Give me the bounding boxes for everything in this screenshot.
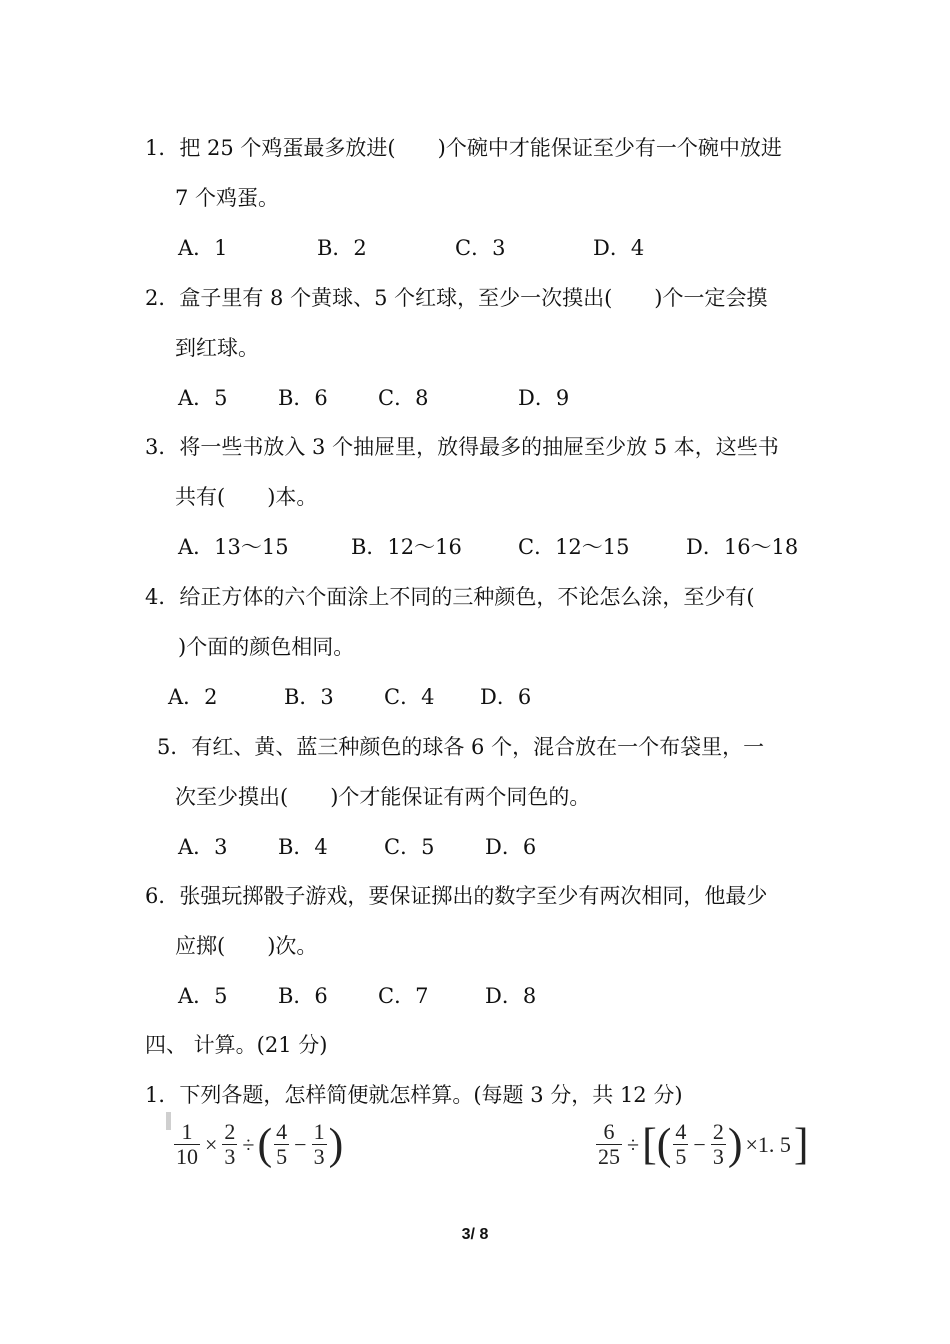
left-paren: ( — [656, 1119, 672, 1169]
fraction: $\frac{1}{3}$ — [313, 1119, 325, 1169]
question-2-option-d: D．9 — [518, 386, 570, 410]
question-5-option-a: A．3 — [178, 835, 228, 859]
fraction: $\frac{4}{5}$ — [675, 1119, 687, 1169]
question-1-option-d: D．4 — [593, 236, 645, 260]
question-6-option-a: A．5 — [178, 984, 228, 1008]
question-2-line-1: 2．盒子里有 8 个黄球、5 个红球，至少一次摸出( )个一定会摸 — [145, 286, 768, 310]
question-5-line-1: 5．有红、黄、蓝三种颜色的球各 6 个，混合放在一个布袋里，一 — [157, 735, 765, 759]
fraction: $\frac{1}{10}$ — [176, 1119, 198, 1169]
question-4-line-1: 4．给正方体的六个面涂上不同的三种颜色，不论怎么涂，至少有( — [145, 585, 755, 609]
question-1-line-1: 1．把 25 个鸡蛋最多放进( )个碗中才能保证至少有一个碗中放进 — [145, 136, 782, 160]
question-3-option-c: C．12～15 — [518, 535, 630, 559]
question-5-option-b: B．4 — [278, 835, 328, 859]
question-1-option-b: B．2 — [317, 236, 367, 260]
operator: − — [693, 1131, 706, 1157]
right-paren: ) — [727, 1119, 743, 1169]
expression-1 — [166, 1120, 343, 1169]
fraction: $\frac{6}{25}$ — [598, 1119, 620, 1169]
operator: ÷ — [242, 1131, 255, 1157]
question-6-option-b: B．6 — [278, 984, 328, 1008]
question-6-line-1: 6．张强玩掷骰子游戏，要保证掷出的数字至少有两次相同，他最少 — [145, 884, 768, 908]
question-2-line-2: 到红球。 — [175, 336, 259, 360]
question-1-line-2: 7 个鸡蛋。 — [175, 186, 280, 210]
operator: × — [205, 1131, 218, 1157]
right-bracket: ] — [793, 1119, 809, 1169]
question-5-option-d: D．6 — [485, 835, 537, 859]
marker-glyph — [166, 1112, 171, 1130]
fraction: $\frac{2}{3}$ — [712, 1119, 724, 1169]
question-6-line-2: 应掷( )次。 — [175, 934, 318, 958]
question-3-line-2: 共有( )本。 — [175, 485, 318, 509]
fraction: $\frac{2}{3}$ — [224, 1119, 236, 1169]
fraction: $\frac{4}{5}$ — [276, 1119, 288, 1169]
question-4-option-a: A．2 — [168, 685, 218, 709]
question-5-line-2: 次至少摸出( )个才能保证有两个同色的。 — [175, 785, 591, 809]
question-6-option-c: C．7 — [378, 984, 429, 1008]
question-3-option-b: B．12～16 — [351, 535, 462, 559]
right-paren: ) — [328, 1119, 344, 1169]
question-2-option-b: B．6 — [278, 386, 328, 410]
left-paren: ( — [257, 1119, 273, 1169]
section-subheading: 1．下列各题，怎样简便就怎样算。(每题 3 分，共 12 分) — [145, 1083, 683, 1107]
question-4-option-d: D．6 — [480, 685, 532, 709]
question-2-option-a: A．5 — [178, 386, 228, 410]
question-3-line-1: 3．将一些书放入 3 个抽屉里，放得最多的抽屉至少放 5 本，这些书 — [145, 435, 779, 459]
question-4-option-c: C．4 — [384, 685, 435, 709]
question-4-option-b: B．3 — [284, 685, 334, 709]
question-4-line-2: )个面的颜色相同。 — [178, 635, 355, 659]
operator: ×1. 5 — [745, 1131, 791, 1157]
operator: − — [294, 1131, 307, 1157]
question-3-option-a: A．13～15 — [178, 535, 289, 559]
left-bracket: [ — [642, 1119, 657, 1169]
question-1-option-a: A．1 — [178, 236, 228, 260]
section-heading: 四、 计算。(21 分) — [145, 1033, 328, 1057]
question-6-option-d: D．8 — [485, 984, 537, 1008]
question-3-option-d: D．16～18 — [686, 535, 799, 559]
question-2-option-c: C．8 — [378, 386, 429, 410]
expression-2 — [594, 1120, 809, 1169]
question-1-option-c: C．3 — [455, 236, 506, 260]
operator: ÷ — [627, 1131, 640, 1157]
question-5-option-c: C．5 — [384, 835, 435, 859]
page-number: 3/ 8 — [461, 1226, 489, 1243]
